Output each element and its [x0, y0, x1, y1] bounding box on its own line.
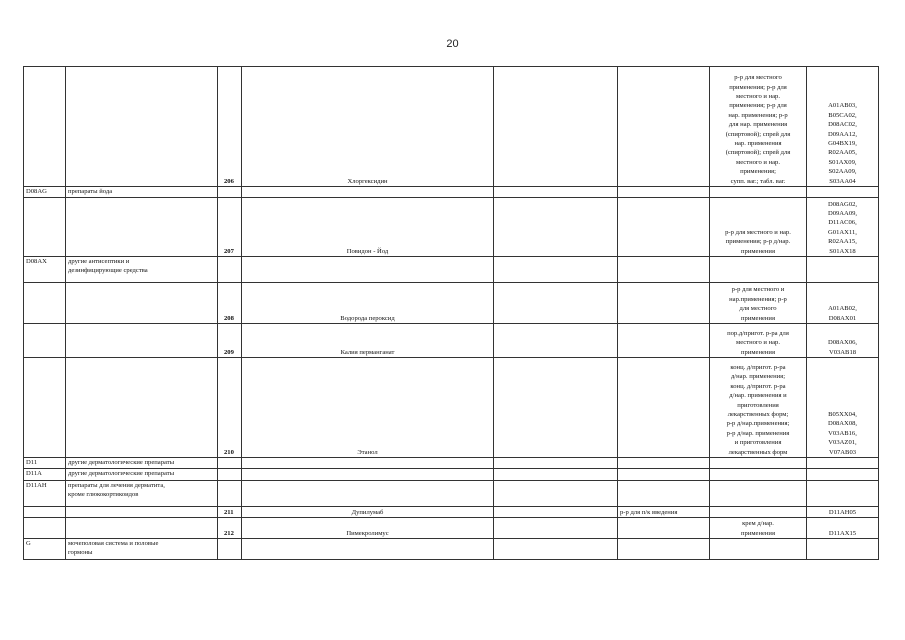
group-name [66, 257, 218, 283]
text-line: применения; р-р для [729, 83, 787, 91]
empty-cell [494, 67, 618, 187]
text-line: д/нар. применения и [729, 392, 787, 400]
table-row [24, 67, 879, 187]
item-number: 212 [218, 518, 242, 539]
atc-codes [807, 187, 879, 198]
text-line: B05XX04, [828, 410, 857, 418]
text-line: D08AX01 [828, 314, 857, 322]
text-line: G01AX11, [828, 228, 857, 236]
text-line: нар. применения [734, 139, 782, 147]
text-line: местного и нар. [736, 339, 780, 347]
empty-cell [494, 481, 618, 507]
group-name [66, 518, 218, 539]
text-line: и приготовления [734, 439, 782, 447]
dosage-form [710, 187, 807, 198]
text-line: местного и нар. [736, 92, 780, 100]
text-line: кроме глюкокортикоидов [68, 491, 139, 499]
dosage-form-extra [618, 283, 710, 324]
text-line: G04BX19, [828, 139, 857, 147]
atc-group-code: D11 [24, 458, 66, 469]
group-name [66, 283, 218, 324]
text-line: препараты для лечения дерматита, [68, 482, 165, 489]
dosage-form-extra [618, 518, 710, 539]
text-line: D08AX06, [827, 339, 858, 347]
text-line: местного и нар. [736, 158, 780, 166]
text-line: р-р для местного и нар. [725, 228, 791, 236]
substance-name: Этанол [242, 358, 494, 458]
text-line: р-р для местного [734, 74, 782, 82]
table-row [24, 481, 879, 507]
text-line: лекарственных форм; [727, 410, 789, 418]
item-number [218, 257, 242, 283]
group-name [66, 539, 218, 560]
table-row [24, 507, 879, 518]
text-line: A01AB02, [828, 305, 857, 313]
dosage-form [710, 283, 807, 324]
item-number: 207 [218, 198, 242, 257]
text-line: A01AB03, [828, 102, 857, 110]
text-line: конц. д/пригот. р-ра [730, 382, 786, 390]
text-line: р-р д/нар. применения [726, 429, 790, 437]
substance-name: Повидон - Йод [242, 198, 494, 257]
atc-codes [807, 283, 879, 324]
atc-codes [807, 458, 879, 469]
atc-codes [807, 67, 879, 187]
empty-cell [494, 324, 618, 358]
atc-codes [807, 469, 879, 481]
text-line: применения [741, 247, 775, 255]
group-name [66, 187, 218, 198]
item-number: 211 [218, 507, 242, 518]
text-line: лекарственных форм [728, 448, 788, 456]
drug-table [23, 66, 879, 560]
text-line: V03AB16, [828, 429, 857, 437]
atc-group-code: G [24, 539, 66, 560]
atc-codes [807, 539, 879, 560]
dosage-form [710, 358, 807, 458]
text-line: (спиртовой); спрей для [725, 149, 791, 157]
item-number: 206 [218, 67, 242, 187]
group-name [66, 324, 218, 358]
atc-codes [807, 324, 879, 358]
substance-name: Пимекролимус [242, 518, 494, 539]
text-line: нар.применения; р-р [729, 295, 787, 303]
text-line: R02AA15, [828, 238, 857, 246]
text-line: V03AB18 [828, 348, 857, 356]
page-number: 20 [446, 38, 459, 50]
text-line: р-р для местного и [731, 286, 785, 294]
atc-codes [807, 481, 879, 507]
text-line: применения; р-р для [729, 102, 787, 110]
text-line: D08AG02, [827, 200, 858, 208]
empty-cell [494, 283, 618, 324]
text-line: D11AC06, [828, 219, 857, 227]
text-line: д/нар. применения; [730, 373, 786, 381]
dosage-form-extra [618, 67, 710, 187]
dosage-form [710, 67, 807, 187]
empty-cell [494, 198, 618, 257]
table-row [24, 283, 879, 324]
atc-group-code [24, 198, 66, 257]
text-line: применения; р-р д/нар. [725, 238, 791, 246]
text-line: применения [741, 348, 775, 356]
dosage-form [710, 458, 807, 469]
atc-group-code: D11A [24, 469, 66, 481]
text-line: другие дерматологические препараты [68, 459, 175, 466]
table-row [24, 198, 879, 257]
item-number: 208 [218, 283, 242, 324]
table-row [24, 324, 879, 358]
group-name [66, 481, 218, 507]
text-line: D08AC02, [828, 121, 857, 129]
table-row [24, 257, 879, 283]
text-line: препараты йода [68, 188, 113, 195]
dosage-form [710, 539, 807, 560]
substance-name [242, 481, 494, 507]
text-line: S01AX18 [829, 247, 856, 255]
atc-group-code: D08AG [24, 187, 66, 198]
atc-group-code [24, 507, 66, 518]
atc-group-code [24, 518, 66, 539]
atc-group-code [24, 324, 66, 358]
item-number [218, 187, 242, 198]
substance-name [242, 539, 494, 560]
dosage-form-extra [618, 481, 710, 507]
text-line: р-р д/нар.применения; [726, 420, 790, 428]
text-line: S03AA04 [829, 177, 856, 185]
atc-group-code [24, 358, 66, 458]
atc-group-code [24, 283, 66, 324]
empty-cell [494, 187, 618, 198]
substance-name [242, 257, 494, 283]
text-line: применения [741, 314, 775, 322]
text-line: нар. применения; р-р [728, 111, 788, 119]
item-number: 210 [218, 358, 242, 458]
empty-cell [494, 257, 618, 283]
empty-cell [494, 469, 618, 481]
table-row [24, 358, 879, 458]
substance-name [242, 458, 494, 469]
dosage-form-extra: р-р для п/к введения [618, 507, 710, 518]
atc-codes [807, 507, 879, 518]
substance-name: Водорода пероксид [242, 283, 494, 324]
text-line: супп. ваг.; табл. ваг. [730, 177, 786, 185]
text-line: D09AA09, [827, 209, 858, 217]
dosage-form [710, 198, 807, 257]
item-number [218, 469, 242, 481]
empty-cell [494, 358, 618, 458]
text-line: дезинфицирующие средства [68, 267, 148, 275]
atc-codes [807, 518, 879, 539]
item-number: 209 [218, 324, 242, 358]
atc-group-code [24, 67, 66, 187]
table-row [24, 518, 879, 539]
empty-cell [494, 539, 618, 560]
item-number [218, 458, 242, 469]
text-line: D09AA12, [827, 130, 858, 138]
text-line: другие дерматологические препараты [68, 470, 175, 477]
table-row [24, 469, 879, 481]
text-line: B05CA02, [828, 111, 857, 119]
text-line: D08AX08, [827, 420, 858, 428]
text-line: гормоны [68, 549, 93, 557]
atc-group-code: D11AH [24, 481, 66, 507]
empty-cell [494, 458, 618, 469]
dosage-form-extra [618, 458, 710, 469]
text-line: другие антисептики и [68, 258, 130, 265]
substance-name [242, 187, 494, 198]
text-line: для нар. применения [728, 121, 788, 129]
text-line: S02AA09, [828, 168, 857, 176]
substance-name: Хлоргексидин [242, 67, 494, 187]
group-name [66, 458, 218, 469]
substance-name: Дупилумаб [242, 507, 494, 518]
text-line: (спиртовой); спрей для [725, 130, 791, 138]
text-line: применения; [740, 168, 776, 176]
text-line: применения [741, 529, 775, 537]
empty-cell [494, 507, 618, 518]
dosage-form-extra [618, 539, 710, 560]
text-line: D11AX15 [828, 529, 857, 537]
group-name [66, 358, 218, 458]
dosage-form-extra [618, 469, 710, 481]
group-name [66, 67, 218, 187]
group-name [66, 198, 218, 257]
text-line: для местного [739, 305, 777, 313]
group-name [66, 469, 218, 481]
dosage-form [710, 469, 807, 481]
text-line: S01AX09, [828, 158, 857, 166]
substance-name: Калия перманганат [242, 324, 494, 358]
dosage-form-extra [618, 324, 710, 358]
table-row [24, 539, 879, 560]
dosage-form [710, 324, 807, 358]
atc-codes [807, 198, 879, 257]
dosage-form-extra [618, 198, 710, 257]
dosage-form-extra [618, 187, 710, 198]
atc-codes [807, 257, 879, 283]
group-name [66, 507, 218, 518]
substance-name [242, 469, 494, 481]
table-row [24, 187, 879, 198]
text-line: крем д/нар. [742, 520, 774, 528]
text-line: пор.д/пригот. р-ра для [727, 329, 789, 337]
dosage-form-extra [618, 257, 710, 283]
text-line: мочеполовая система и половые [68, 540, 159, 547]
item-number [218, 539, 242, 560]
dosage-form [710, 257, 807, 283]
text-line: V07AB03 [828, 448, 857, 456]
item-number [218, 481, 242, 507]
dosage-form [710, 518, 807, 539]
atc-group-code: D08AX [24, 257, 66, 283]
dosage-form [710, 481, 807, 507]
empty-cell [494, 518, 618, 539]
dosage-form-extra [618, 358, 710, 458]
text-line: R02AA05, [828, 149, 857, 157]
text-line: D11AH05 [828, 508, 857, 516]
dosage-form [710, 507, 807, 518]
atc-codes [807, 358, 879, 458]
table-row [24, 458, 879, 469]
text-line: V03AZ01, [828, 439, 857, 447]
text-line: приготовления [737, 401, 779, 409]
text-line: конц. д/пригот. р-ра [730, 363, 786, 371]
